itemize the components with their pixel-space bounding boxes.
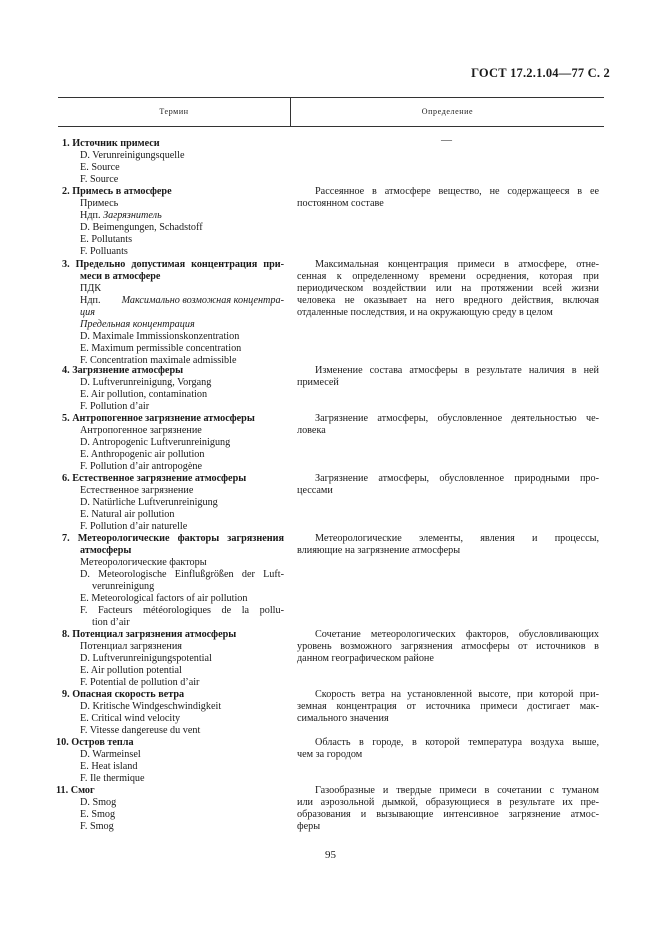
definition-line: образования и вызывающие интенсивное загрязнение атмос- [297, 809, 599, 820]
term-title: 9. Опасная скорость ветра [62, 689, 185, 700]
term-equivalent: F. Pollution d’air antropogène [80, 461, 202, 472]
definition-7 [297, 533, 599, 557]
definition-line: Изменение состава атмосферы в результате наличия в ней [315, 365, 599, 376]
term-equivalent: D. Luftverunreinigung, Vorgang [80, 377, 212, 388]
definition-line: Область в городе, в которой температура воздуха выше, [315, 737, 599, 748]
page-number: 95 [325, 849, 336, 861]
term-entry-11 [56, 785, 284, 833]
term-equivalent: F. Smog [80, 821, 114, 832]
term-not-allowed-cont: ция [80, 307, 95, 318]
term-title: 7. Метеорологические факторы загрязнения [62, 533, 284, 544]
term-entry-7 [62, 533, 284, 629]
column-header-term: Термин [159, 107, 189, 116]
definition-11 [297, 785, 599, 833]
term-title: 11. Смог [56, 785, 95, 796]
term-equivalent: E. Air pollution, contamination [80, 389, 208, 400]
term-equivalent: F. Potential de pollution d’air [80, 677, 200, 688]
term-entry-8 [62, 629, 284, 689]
definition-3 [297, 259, 599, 319]
term-title: 3. Предельно допустимая концентрация при- [62, 259, 284, 270]
definition-line: Скорость ветра на установленной высоте, при которой при- [315, 689, 599, 700]
term-entry-3 [62, 259, 284, 367]
definition-line: цессами [297, 485, 333, 496]
term-equivalent: F. Vitesse dangereuse du vent [80, 725, 201, 736]
term-equivalent: F. Pollution d’air naturelle [80, 521, 188, 532]
definition-line: ловека [297, 425, 326, 436]
document-reference: ГОСТ 17.2.1.04—77 С. 2 [471, 66, 610, 80]
term-not-allowed: Предельная концентрация [80, 319, 195, 330]
term-equivalent: E. Pollutants [80, 234, 133, 245]
definition-line: периодическом воздействии или на протяжении всей жизни [297, 283, 599, 294]
term-synonym: Метеорологические факторы [80, 557, 207, 568]
term-not-allowed: Ндп. Максимально возможная концентра- [80, 295, 284, 306]
term-equivalent: F. Concentration maximale admissible [80, 355, 237, 366]
definition-10 [297, 737, 599, 761]
term-entry-1 [62, 138, 284, 186]
term-equivalent: D. Maximale Immissionskonzentration [80, 331, 240, 342]
term-synonym: Естественное загрязнение [80, 485, 194, 496]
term-title: 5. Антропогенное загрязнение атмосферы [62, 413, 255, 424]
term-equivalent: F. Source [80, 174, 119, 185]
table-top-rule [58, 97, 604, 98]
definition-line: Загрязнение атмосферы, обусловленное природными про- [315, 473, 599, 484]
definition-line: постоянном составе [297, 198, 384, 209]
term-title: 8. Потенциал загрязнения атмосферы [62, 629, 237, 640]
term-equivalent: F. Pollution d’air [80, 401, 150, 412]
term-synonym: Потенциал загрязнения [80, 641, 182, 652]
definition-line: человека не оказывает на него вредного действия, включая [297, 295, 599, 306]
definition-line: сенная к определенному времени осреднения, которая при [297, 271, 599, 282]
definition-line: Рассеянное в атмосфере вещество, не содержащееся в ее [315, 186, 599, 197]
term-equivalent: E. Air pollution potential [80, 665, 182, 676]
term-equivalent: E. Meteorological factors of air pollution [80, 593, 248, 604]
definition-line: уровень возможного загрязнения атмосферы от источников в [297, 641, 599, 652]
term-entry-2 [62, 186, 284, 258]
term-title: 6. Естественное загрязнение атмосферы [62, 473, 247, 484]
term-equivalent: D. Meteorologische Einflußgrößen der Luft- [80, 569, 284, 580]
definition-line: феры [297, 821, 321, 832]
definition-line: земная концентрация от источника примеси достигает мак- [297, 701, 599, 712]
definition-line: примесей [297, 377, 339, 388]
term-entry-4 [62, 365, 284, 413]
term-title: 1. Источник примеси [62, 138, 160, 149]
definition-line: чем за городом [297, 749, 363, 760]
term-equivalent: D. Beimengungen, Schadstoff [80, 222, 203, 233]
definition-9 [297, 689, 599, 725]
term-entry-10 [56, 737, 284, 785]
term-equivalent: F. Facteurs météorologiques de la pollu- [80, 605, 284, 616]
term-entry-5 [62, 413, 284, 473]
term-equivalent: E. Heat island [80, 761, 138, 772]
table-header-rule [58, 126, 604, 127]
term-equivalent: E. Smog [80, 809, 116, 820]
term-equivalent: D. Warmeinsel [80, 749, 141, 760]
term-title-cont: меси в атмосфере [80, 271, 161, 282]
term-not-allowed: Ндп. Загрязнитель [80, 210, 162, 221]
definition-line: влияющие на загрязнение атмосферы [297, 545, 461, 556]
term-equivalent: E. Maximum permissible concentration [80, 343, 242, 354]
definition-4 [297, 365, 599, 389]
term-equivalent: D. Natürliche Luftverunreinigung [80, 497, 218, 508]
definition-6 [297, 473, 599, 497]
term-equivalent: D. Antropogenic Luftverunreinigung [80, 437, 231, 448]
term-title-cont: атмосферы [80, 545, 132, 556]
term-equivalent: D. Smog [80, 797, 117, 808]
definition-line: Сочетание метеорологических факторов, обусловливающих [315, 629, 599, 640]
term-title: 4. Загрязнение атмосферы [62, 365, 184, 376]
term-equivalent: E. Critical wind velocity [80, 713, 181, 724]
term-equivalent: F. Polluants [80, 246, 128, 257]
column-header-definition: Определение [421, 107, 474, 116]
definition-line: Максимальная концентрация примеси в атмосфере, отне- [315, 259, 599, 270]
definition-line: Метеорологические элементы, явления и процессы, [315, 533, 599, 544]
term-title: 2. Примесь в атмосфере [62, 186, 172, 197]
term-equivalent: E. Source [80, 162, 120, 173]
term-equivalent: F. Ile thermique [80, 773, 145, 784]
term-synonym: Антропогенное загрязнение [80, 425, 202, 436]
definition-line: или аэрозольной дымкой, образующиеся в результате их пре- [297, 797, 599, 808]
term-equivalent: D. Kritische Windgeschwindigkeit [80, 701, 222, 712]
term-abbrev: ПДК [80, 283, 102, 294]
term-equivalent: E. Anthropogenic air pollution [80, 449, 205, 460]
term-equivalent: D. Luftverunreinigungspotential [80, 653, 212, 664]
term-equivalent: E. Natural air pollution [80, 509, 175, 520]
definition-8 [297, 629, 599, 665]
definition-line: Загрязнение атмосферы, обусловленное деятельностью че- [315, 413, 599, 424]
term-entry-9 [62, 689, 284, 737]
definition-2 [297, 186, 599, 210]
term-synonym: Примесь [80, 198, 119, 209]
term-equivalent: D. Verunreinigungsquelle [80, 150, 185, 161]
term-equivalent-cont: tion d’air [92, 617, 130, 628]
term-equivalent-cont: verunreinigung [92, 581, 155, 592]
definition-5 [297, 413, 599, 437]
definition-line: Газообразные и твердые примеси в сочетании с туманом [315, 785, 599, 796]
definition-line: данном географическом районе [297, 653, 434, 664]
definition-line: отдаленные последствия, и на окружающую среду в целом [297, 307, 553, 318]
definition-1-dash: — [441, 134, 452, 146]
term-entry-6 [62, 473, 284, 533]
term-title: 10. Остров тепла [56, 737, 134, 748]
definition-line: симального значения [297, 713, 389, 724]
